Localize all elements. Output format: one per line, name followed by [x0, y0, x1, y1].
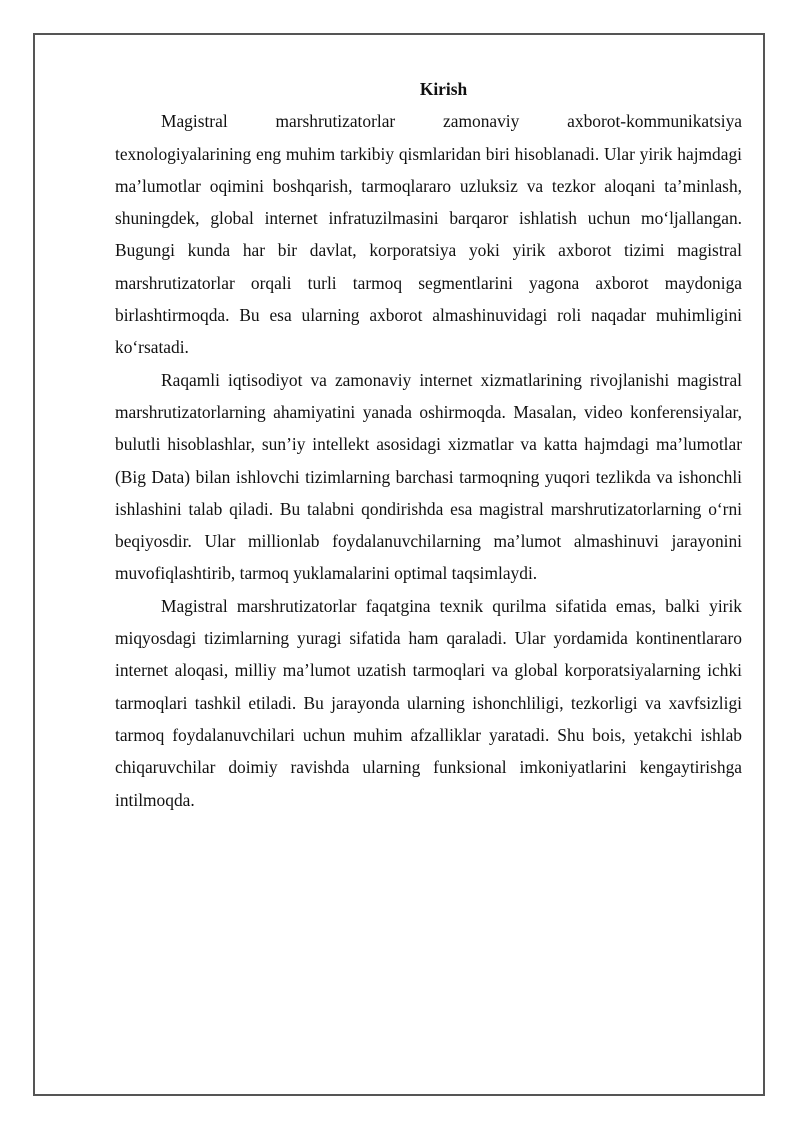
- paragraph-3: Magistral marshrutizatorlar faqatgina texnik qurilma sifatida emas, balki yirik miqyosdagi tizimlarning yuragi sifatida ham qaraladi. Ular yordamida kontinentlararo internet aloqasi, milliy ma’lumot uzatish tarmoqlari va global korporatsiyalarning ichki tarmoqlari tashkil etiladi. Bu jarayonda ularning ishonchliligi, tezkorligi va xavfsizligi tarmoq foydalanuvchilari uchun muhim afzalliklar yaratadi. Shu bois, yetakchi ishlab chiqaruvchilar doimiy ravishda ularning funksional imkoniyatlarini kengaytirishga intilmoqda.: [115, 595, 742, 810]
- paragraph-1: Magistral marshrutizatorlar zamonaviy axborot-kommunikatsiya texnologiyalarining eng muhim tarkibiy qismlaridan biri hisoblanadi. Ular yirik hajmdagi ma’lumotlar oqimini boshqarish, tarmoqlararo uzluksiz va tezkor aloqani ta’minlash, shuningdek, global internet infratuzilmasini barqaror ishlatish uchun mo‘ljallangan. Bugungi kunda har bir davlat, korporatsiya yoki yirik axborot tizimi magistral marshrutizatorlar orqali turli tarmoq segmentlarini yagona axborot maydoniga birlashtirmoqda. Bu esa ularning axborot almashinuvidagi roli naqadar muhimligini ko‘rsatadi.: [115, 111, 742, 358]
- document-title: Kirish: [419, 79, 468, 99]
- paragraph-2: Raqamli iqtisodiyot va zamonaviy internet xizmatlarining rivojlanishi magistral marshrutizatorlarning ahamiyatini yanada oshirmoqda. Masalan, video konferensiyalar, bulutli hisoblashlar, sun’iy intellekt asosidagi xizmatlar va katta hajmdagi ma’lumotlar (Big Data) bilan ishlovchi tizimlarning barchasi tarmoqning yuqori tezlikda va ishonchli ishlashini talab qiladi. Bu talabni qondirishda esa magistral marshrutizatorlarning o‘rni beqiyosdir. Ular millionlab foydalanuvchilarning ma’lumot almashinuvi jarayonini muvofiqlashtirib, tarmoq yuklamalarini optimal taqsimlaydi.: [115, 369, 742, 584]
- document-body: [115, 73, 742, 816]
